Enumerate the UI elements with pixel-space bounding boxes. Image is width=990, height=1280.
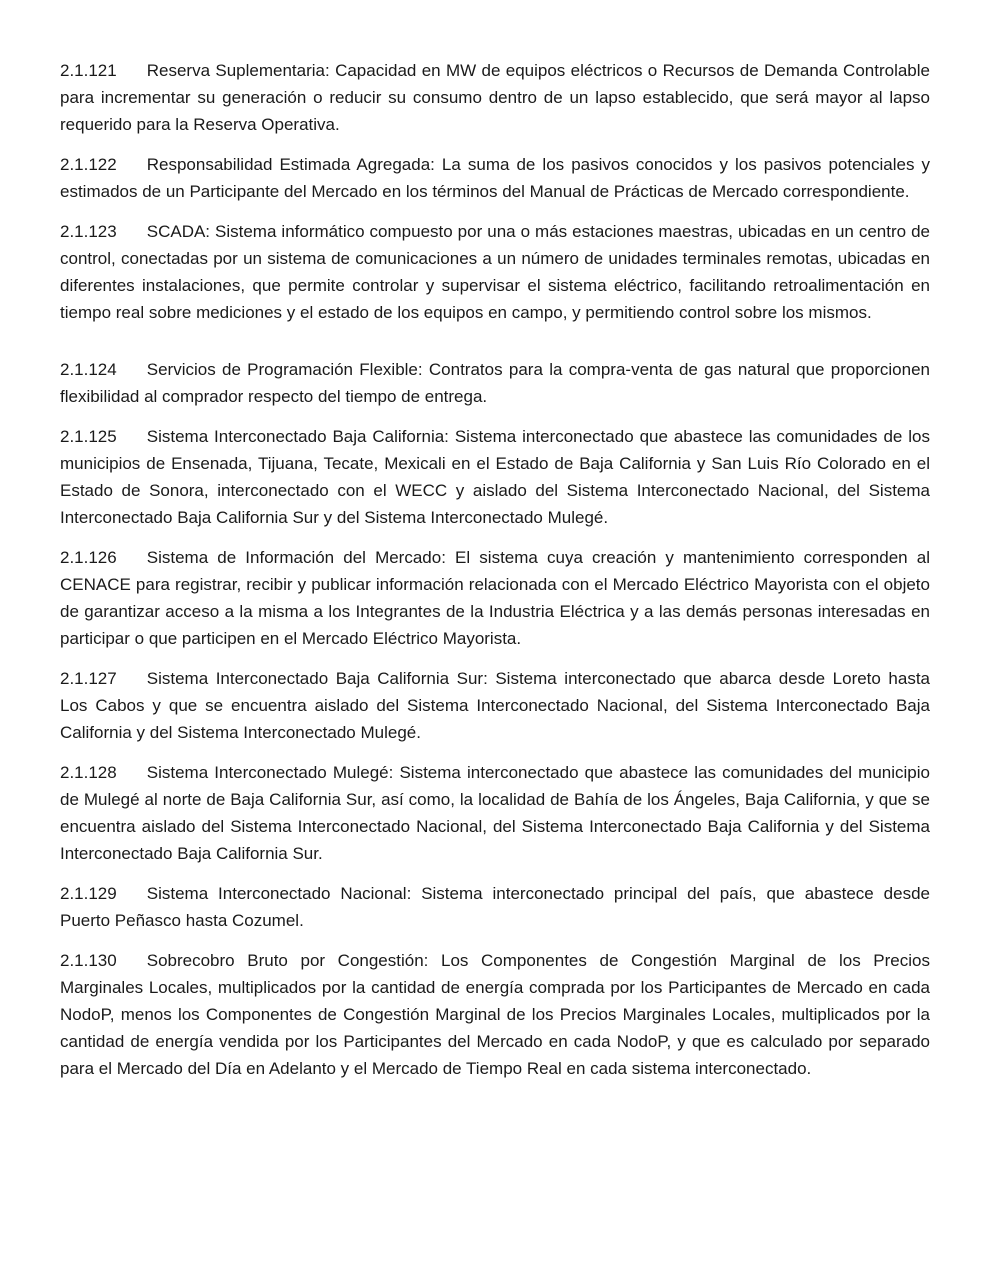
clause-text: Sistema Interconectado Nacional: Sistema interconectado principal del país, que abastece desde Puerto Peñasco hasta Cozumel.: [60, 884, 930, 930]
clause-text: Sobrecobro Bruto por Congestión: Los Componentes de Congestión Marginal de los Precios Marginales Locales, multiplicados por la cantidad de energía comprada por los Participantes de Mercado en cada NodoP, menos los Componentes de Congestión Marginal de los Precios Marginales Locales, multiplicados por la cantidad de energía vendida por los Participantes del Mercado en cada NodoP, y que es calculado por separado para el Mercado del Día en Adelanto y el Mercado de Tiempo Real en cada sistema interconectado.: [60, 951, 930, 1078]
clause-number: 2.1.121: [60, 61, 117, 80]
clause-number: 2.1.125: [60, 427, 117, 446]
clause-number: 2.1.123: [60, 222, 117, 241]
clause-number: 2.1.130: [60, 951, 117, 970]
definition-paragraph-2-1-129: [60, 880, 930, 934]
clause-text: Servicios de Programación Flexible: Contratos para la compra-venta de gas natural que proporcionen flexibilidad al comprador respecto del tiempo de entrega.: [60, 360, 930, 406]
clause-text: Responsabilidad Estimada Agregada: La suma de los pasivos conocidos y los pasivos potenciales y estimados de un Participante del Mercado en los términos del Manual de Prácticas de Mercado correspondiente.: [60, 155, 930, 201]
definition-paragraph-2-1-125: [60, 423, 930, 531]
clause-number: 2.1.129: [60, 884, 117, 903]
clause-text: SCADA: Sistema informático compuesto por una o más estaciones maestras, ubicadas en un centro de control, conectadas por un sistema de comunicaciones a un número de unidades terminales remotas, ubicadas en diferentes instalaciones, que permite controlar y supervisar el sistema eléctrico, facilitando retroalimentación en tiempo real sobre mediciones y el estado de los equipos en campo, y permitiendo control sobre los mismos.: [60, 222, 930, 322]
clause-number: 2.1.122: [60, 155, 117, 174]
definition-paragraph-2-1-121: [60, 57, 930, 138]
definition-paragraph-2-1-127: [60, 665, 930, 746]
definition-paragraph-2-1-123: [60, 218, 930, 326]
clause-text: Reserva Suplementaria: Capacidad en MW de equipos eléctricos o Recursos de Demanda Controlable para incrementar su generación o reducir su consumo dentro de un lapso establecido, que será mayor al lapso requerido para la Reserva Operativa.: [60, 61, 930, 134]
clause-number: 2.1.127: [60, 669, 117, 688]
clause-number: 2.1.128: [60, 763, 117, 782]
clause-text: Sistema Interconectado Mulegé: Sistema interconectado que abastece las comunidades del municipio de Mulegé al norte de Baja California Sur, así como, la localidad de Bahía de los Ángeles, Baja California, y que se encuentra aislado del Sistema Interconectado Nacional, del Sistema Interconectado Baja California y del Sistema Interconectado Baja California Sur.: [60, 763, 930, 863]
clause-text: Sistema de Información del Mercado: El sistema cuya creación y mantenimiento corresponden al CENACE para registrar, recibir y publicar información relacionada con el Mercado Eléctrico Mayorista con el objeto de garantizar acceso a la misma a los Integrantes de la Industria Eléctrica y a las demás personas interesadas en participar o que participen en el Mercado Eléctrico Mayorista.: [60, 548, 930, 648]
definition-paragraph-2-1-122: [60, 151, 930, 205]
clause-text: Sistema Interconectado Baja California Sur: Sistema interconectado que abarca desde Loreto hasta Los Cabos y que se encuentra aislado del Sistema Interconectado Nacional, del Sistema Interconectado Baja California y del Sistema Interconectado Mulegé.: [60, 669, 930, 742]
definition-paragraph-2-1-130: [60, 947, 930, 1082]
clause-number: 2.1.126: [60, 548, 117, 567]
definition-paragraph-2-1-126: [60, 544, 930, 652]
definition-paragraph-2-1-124: [60, 356, 930, 410]
clause-text: Sistema Interconectado Baja California: Sistema interconectado que abastece las comunidades de los municipios de Ensenada, Tijuana, Tecate, Mexicali en el Estado de Baja California y San Luis Río Colorado en el Estado de Sonora, interconectado con el WECC y aislado del Sistema Interconectado Nacional, del Sistema Interconectado Baja California Sur y del Sistema Interconectado Mulegé.: [60, 427, 930, 527]
definition-paragraph-2-1-128: [60, 759, 930, 867]
clause-number: 2.1.124: [60, 360, 117, 379]
